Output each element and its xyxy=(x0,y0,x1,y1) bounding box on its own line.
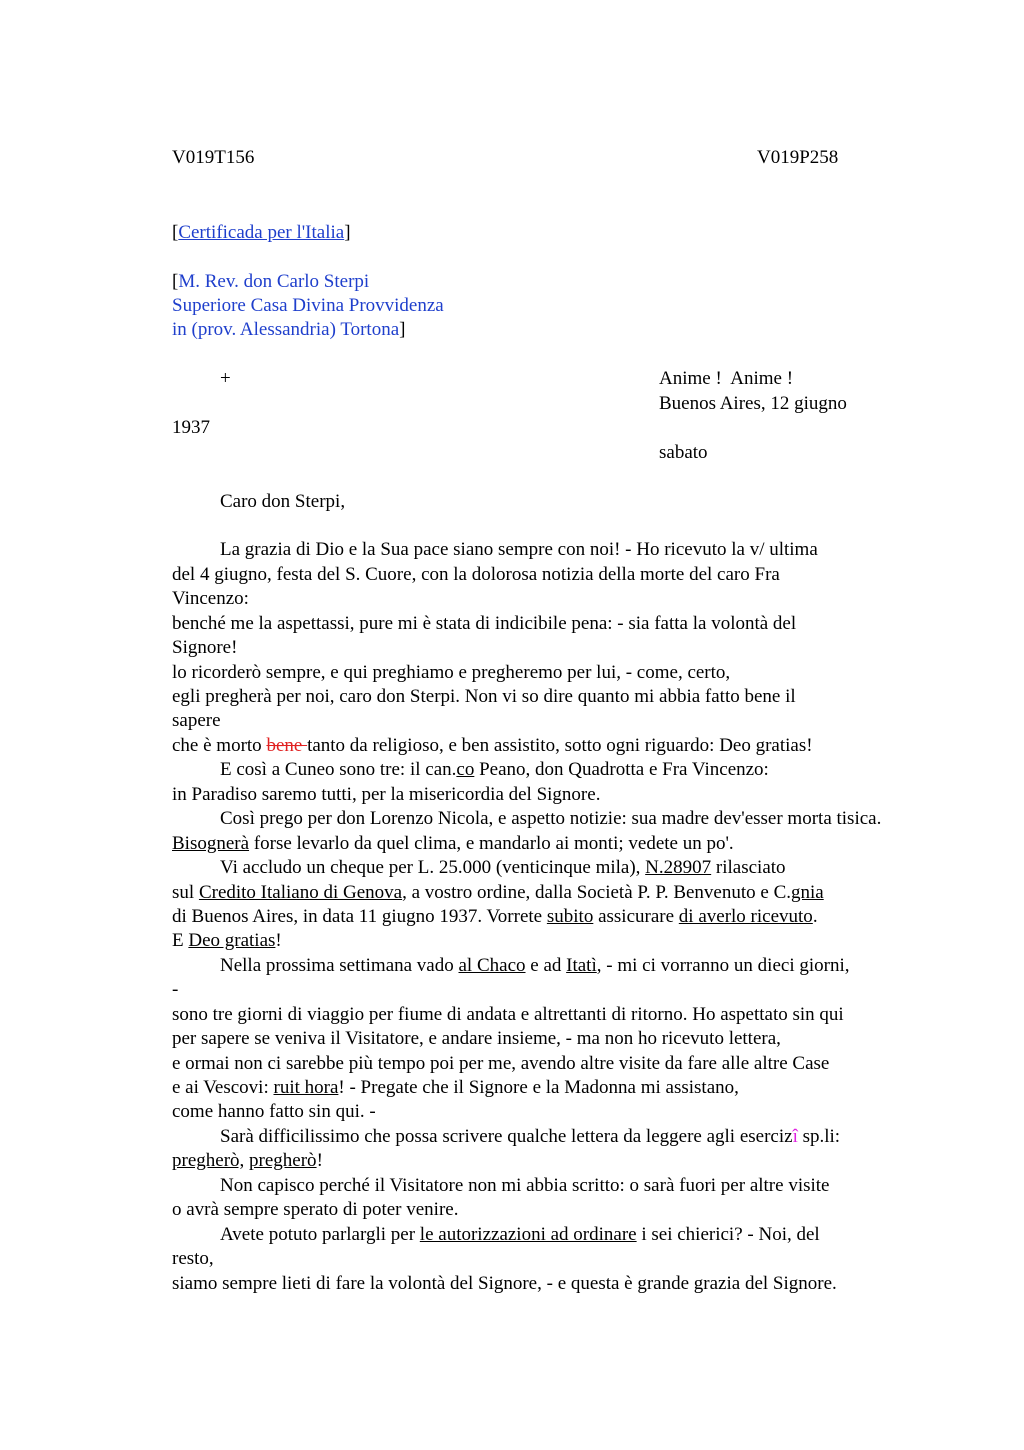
body-line: per sapere se veniva il Visitatore, e andare insieme, - ma non ho ricevuto lettera, xyxy=(172,1028,781,1049)
body-line: E Deo gratias! xyxy=(172,930,282,951)
struck-word: bene xyxy=(266,735,308,756)
body-line: Bisognerà forse levarlo da quel clima, e mandarlo ai monti; vedete un po'. xyxy=(172,833,734,854)
header-left-code: V019T156 xyxy=(172,147,255,168)
body-line: siamo sempre lieti di fare la volontà del Signore, - e questa è grande grazia del Signore. xyxy=(172,1273,837,1294)
body-line: pregherò, pregherò! xyxy=(172,1150,323,1171)
body-line: E così a Cuneo sono tre: il can.co Peano, don Quadrotta e Fra Vincenzo: xyxy=(220,759,769,780)
body-line: sapere xyxy=(172,710,221,731)
body-line: La grazia di Dio e la Sua pace siano sempre con noi! - Ho ricevuto la v/ ultima xyxy=(220,539,818,560)
body-line: sono tre giorni di viaggio per fiume di andata e altrettanti di ritorno. Ho aspettato sin qui xyxy=(172,1004,844,1025)
body-line: sul Credito Italiano di Genova, a vostro ordine, dalla Società P. P. Benvenuto e C.gnia xyxy=(172,882,824,903)
address-line-1: [M. Rev. don Carlo Sterpi xyxy=(172,271,370,292)
place-date: Buenos Aires, 12 giugno xyxy=(659,393,847,414)
body-line: di Buenos Aires, in data 11 giugno 1937. Vorrete subito assicurare di averlo ricevuto. xyxy=(172,906,818,927)
body-line: Vincenzo: xyxy=(172,588,249,609)
magenta-char: î xyxy=(792,1126,798,1147)
body-line: benché me la aspettassi, pure mi è stata di indicibile pena: - sia fatta la volontà del xyxy=(172,613,797,634)
body-line: Così prego per don Lorenzo Nicola, e aspetto notizie: sua madre dev'esser morta tisica. xyxy=(220,808,882,829)
year: 1937 xyxy=(172,417,210,438)
body-line: che è morto bene tanto da religioso, e ben assistito, sotto ogni riguardo: Deo gratias! xyxy=(172,735,813,756)
body-line: Non capisco perché il Visitatore non mi abbia scritto: o sarà fuori per altre visite xyxy=(220,1175,830,1196)
body-line: resto, xyxy=(172,1248,214,1269)
weekday: sabato xyxy=(659,442,708,463)
body-line: Sarà difficilissimo che possa scrivere qualche lettera da leggere agli esercizî sp.li: xyxy=(220,1126,841,1147)
body-line: e ai Vescovi: ruit hora! - Pregate che il Signore e la Madonna mi assistano, xyxy=(172,1077,739,1098)
address-line-2: Superiore Casa Divina Provvidenza xyxy=(172,295,444,316)
address-line-3: in (prov. Alessandria) Tortona] xyxy=(172,319,406,340)
motto: Anime ! Anime ! xyxy=(659,368,794,389)
body-line: del 4 giugno, festa del S. Cuore, con la dolorosa notizia della morte del caro Fra xyxy=(172,564,780,585)
body-line: come hanno fatto sin qui. - xyxy=(172,1101,376,1122)
body-line: egli pregherà per noi, caro don Sterpi. Non vi so dire quanto mi abbia fatto bene il xyxy=(172,686,796,707)
body-line: in Paradiso saremo tutti, per la misericordia del Signore. xyxy=(172,784,601,805)
body-line: o avrà sempre sperato di poter venire. xyxy=(172,1199,459,1220)
body-line: Nella prossima settimana vado al Chaco e ad Itatì, - mi ci vorranno un dieci giorni, xyxy=(220,955,850,976)
certificada-note: [Certificada per l'Italia] xyxy=(172,222,351,243)
body-line: Vi accludo un cheque per L. 25.000 (venticinque mila), N.28907 rilasciato xyxy=(220,857,786,878)
header-right-code: V019P258 xyxy=(757,147,839,168)
body-line: e ormai non ci sarebbe più tempo poi per me, avendo altre visite da fare alle altre Case xyxy=(172,1053,830,1074)
body-line: lo ricorderò sempre, e qui preghiamo e pregheremo per lui, - come, certo, xyxy=(172,662,731,683)
body-line: - xyxy=(172,979,179,1000)
cross-symbol: + xyxy=(220,368,231,389)
body-line: Avete potuto parlargli per le autorizzazioni ad ordinare i sei chierici? - Noi, del xyxy=(220,1224,820,1245)
salutation: Caro don Sterpi, xyxy=(220,491,346,512)
body-line: Signore! xyxy=(172,637,238,658)
